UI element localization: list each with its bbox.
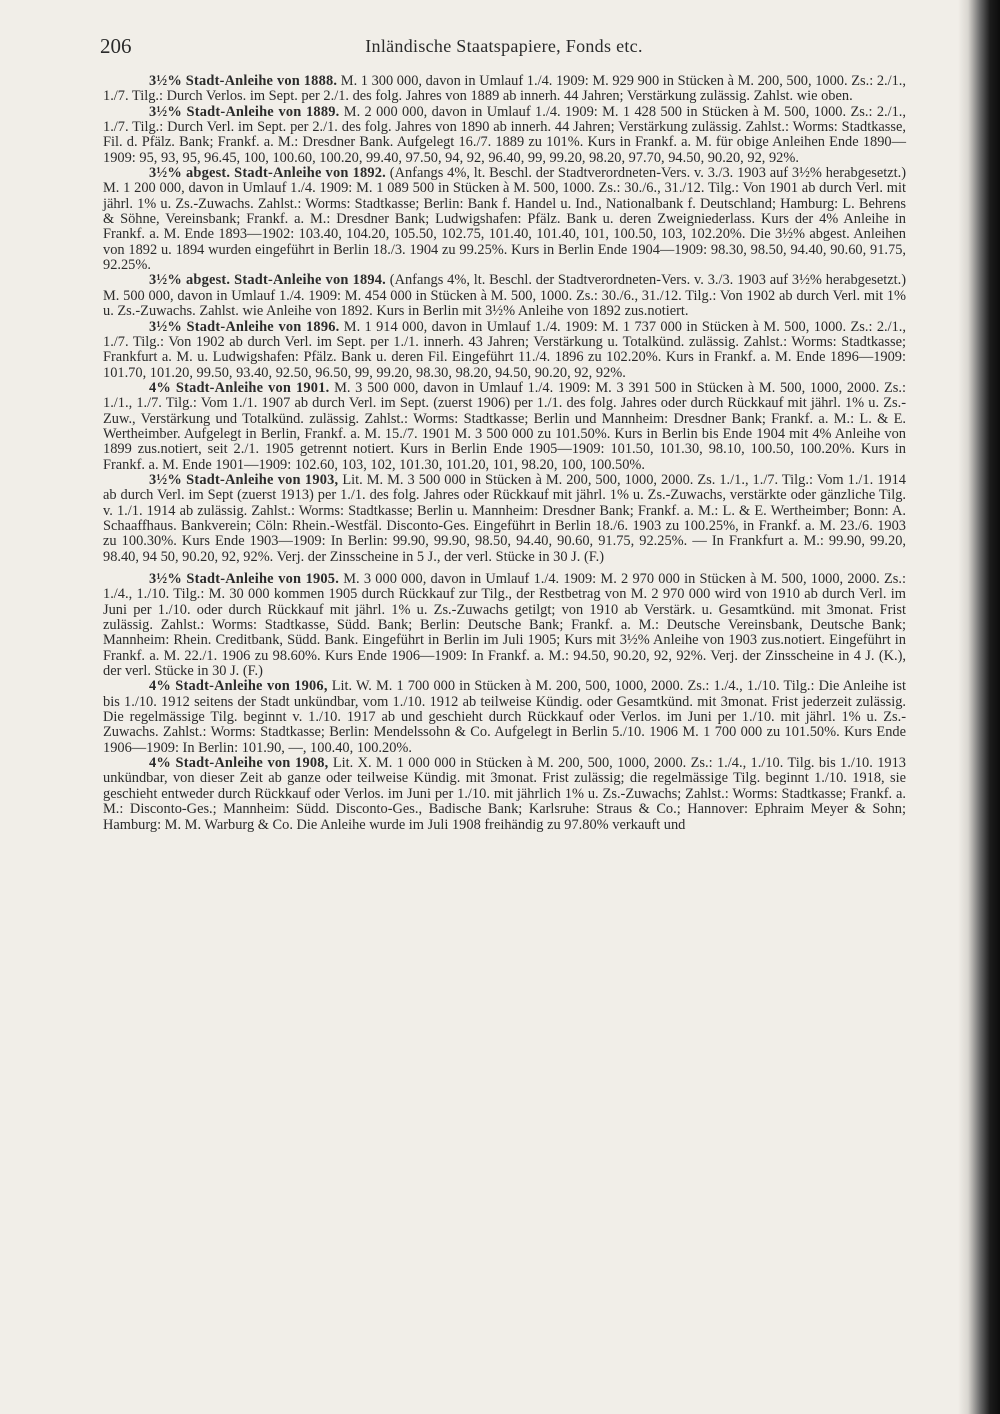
entry-anleihe-1901 xyxy=(103,381,906,473)
entry-heading: 3½% Stadt-Anleihe von 1905. xyxy=(149,571,340,587)
entry-text: Lit. M. M. 3 500 000 in Stücken à M. 200, 500, 1000, 2000. Zs. 1./1., 1./7. Tilg.: Vom 1./1. 1914 ab durch Verl. im Sept (zuerst 1913) per 1./1. des folg. Jahres oder Rückkauf mit jährl. 1% u. Zs.-Zuwachs, verstärkte oder gänzliche Tilg. v. 1./1. 1914 ab zulässig. Zahlst.: Worms: Stadtkasse; Berlin u. Mannheim: Dresdner Bank; Frankf. a. M.: L. & E. Wertheimber; Bonn: A. Schaaffhaus. Bankverein; Cöln: Rhein.-Westfäl. Disconto-Ges. Eingeführt in Berlin 18./6. 1903 zu 100.25%, in Frankf. a. M. 23./6. 1903 zu 100.30%. Kurs Ende 1903—1909: In Berlin: 99.90, 99.90, 98.50, 94.40, 90.60, 91.75, 92.25%. — In Frankfurt a. M.: 99.90, 99.20, 98.40, 94 50, 90.20, 92, 92%. Verj. der Zinsscheine in 5 J., der verl. Stücke in 30 J. (F.) xyxy=(103,471,906,565)
entry-anleihe-1905 xyxy=(103,572,906,679)
entry-anleihe-1892 xyxy=(103,166,906,273)
entry-heading: 3½% Stadt-Anleihe von 1888. xyxy=(149,73,338,89)
page-header xyxy=(100,34,908,64)
entry-anleihe-1894 xyxy=(103,273,906,319)
entry-anleihe-1906 xyxy=(103,679,906,756)
entry-anleihe-1896 xyxy=(103,320,906,381)
entry-anleihe-1888 xyxy=(103,74,906,105)
entry-heading: 4% Stadt-Anleihe von 1906, xyxy=(149,678,328,695)
entry-heading: 3½% Stadt-Anleihe von 1903, xyxy=(149,471,339,488)
entry-heading: 3½% Stadt-Anleihe von 1896. xyxy=(149,318,340,335)
entry-text: M. 3 000 000, davon in Umlauf 1./4. 1909: M. 2 970 000 in Stücken à M. 500, 1000, 2000. Zs.: 1./4., 1./10. Tilg.: M. 30 000 kommen 1905 durch Rückkauf zur Tilg., der Restbetrag von M. 2 970 000 wird von 1910 ab durch Verl. im Juni per 1./10. oder durch Rückkauf mit jährl. 1% u. Zs.-Zuwachs getilgt; von 1910 ab Verstärk. u. Gesamtkünd. mit 3monat. Frist zulässig. Zahlst.: Worms: Stadtkasse, Südd. Bank; Berlin: Deutsche Bank; Frankf. a. M.: Deutsche Vereinsbank, Deutsche Bank; Mannheim: Rhein. Creditbank, Südd. Bank. Eingeführt in Berlin im Juli 1905; Kurs mit 3½% Anleihe von 1903 zus.notiert. Eingeführt in Frankf. a. M. 22./1. 1906 zu 98.60%. Kurs Ende 1906—1909: In Frankf. a. M.: 94.50, 90.20, 92, 92%. Verj. der Zinsscheine in 4 J. (K.), der verl. Stücke in 30 J. (F.) xyxy=(103,571,906,680)
entry-text: (Anfangs 4%, lt. Beschl. der Stadtverordneten-Vers. v. 3./3. 1903 auf 3½% herabgesetzt.) M. 500 000, davon in Umlauf 1./4. 1909: M. 454 000 in Stücken à M. 500, 1000. Zs.: 30./6., 31./12. Tilg.: Von 1902 ab durch Verl. mit 1% u. Zs.-Zuwachs. Zahlst. wie Anleihe von 1892. Kurs in Berlin mit 3½% Anleihe von 1892 zus.notiert. xyxy=(103,272,906,320)
entry-anleihe-1889 xyxy=(103,105,906,166)
entry-heading: 4% Stadt-Anleihe von 1901. xyxy=(149,379,330,396)
running-title: Inländische Staatspapiere, Fonds etc. xyxy=(365,36,643,56)
entry-heading: 3½% abgest. Stadt-Anleihe von 1892. xyxy=(149,165,386,182)
entry-anleihe-1908 xyxy=(103,756,906,833)
entry-text: M. 2 000 000, davon in Umlauf 1./4. 1909: M. 1 428 500 in Stücken à M. 500, 1000. Zs.: 2./1., 1./7. Tilg.: Durch Verl. im Sept. per 2./1. des folg. Jahres von 1890 ab innerh. 44 Jahren; Verstärkung zulässig. Zahlst.: Worms: Stadtkasse, Fil. d. Pfälz. Bank; Frankf. a. M.: Dresdner Bank. Aufgelegt 16./7. 1889 zu 101%. Kurs in Frankf. a. M. für obige Anleihen Ende 1890—1909: 95, 93, 95, 96.45, 100, 100.60, 100.20, 99.40, 97.50, 94, 92, 96.40, 99, 99.20, 98.20, 97.70, 94.50, 90.20, 92, 92%. xyxy=(103,103,906,166)
entry-text: M. 1 914 000, davon in Umlauf 1./4. 1909: M. 1 737 000 in Stücken à M. 500, 1000. Zs.: 2./1., 1./7. Tilg.: Von 1902 ab durch Verl. im Sept. per 1./1. innerh. 43 Jahren; Verstärkung u. Totalkünd. zulässig. Zahlst.: Worms: Stadtkasse; Frankfurt a. M. u. Ludwigshafen: Pfälz. Bank u. deren Fil. Eingeführt 11./4. 1896 zu 102.20%. Kurs in Frankf. a. M. Ende 1896—1909: 101.70, 101.20, 99.50, 93.40, 92.50, 96.50, 99, 99.20, 98.30, 98.20, 94.50, 90.20, 92, 92%. xyxy=(103,318,906,381)
entry-text: M. 3 500 000, davon in Umlauf 1./4. 1909: M. 3 391 500 in Stücken à M. 500, 1000, 2000. Zs.: 1./1., 1./7. Tilg.: Vom 1./1. 1907 ab durch Verl. im Sept. (zuerst 1906) per 1./1. des folg. Jahres oder durch Rückkauf mit jährl. 1% u. Zs.-Zuw., Verstärkung und Totalkünd. zulässig. Zahlst.: Worms: Stadtkasse; Berlin und Mannheim: Dresdner Bank; Frankf. a. M.: L. & E. Wertheimber. Aufgelegt in Berlin, Frankf. a. M. 15./7. 1901 M. 3 500 000 zu 101.50%. Kurs in Berlin bis Ende 1904 mit 4% Anleihe von 1899 zus.notiert, seit 2./1. 1905 getrennt notiert. Kurs in Berlin Ende 1905—1909: 101.50, 101.30, 98.10, 100.50, 100.20%. Kurs in Frankf. a. M. Ende 1901—1909: 102.60, 103, 102, 101.30, 101.20, 101, 98.20, 100, 100.50%. xyxy=(103,379,906,473)
page-binding-edge xyxy=(958,0,1000,1414)
page-body xyxy=(103,74,906,833)
entry-text: M. 1 300 000, davon in Umlauf 1./4. 1909: M. 929 900 in Stücken à M. 200, 500, 1000. Zs.: 2./1., 1./7. Tilg.: Durch Verlos. im Sept. per 2./1. des folg. Jahres von 1889 ab innerh. 44 Jahren; Verstärkung zulässig. Zahlst. wie oben. xyxy=(103,73,906,105)
entry-heading: 4% Stadt-Anleihe von 1908, xyxy=(149,755,329,772)
entry-heading: 3½% Stadt-Anleihe von 1889. xyxy=(149,103,340,120)
entry-text: (Anfangs 4%, lt. Beschl. der Stadtverordneten-Vers. v. 3./3. 1903 auf 3½% herabgesetzt.) M. 1 200 000, davon in Umlauf 1./4. 1909: M. 1 089 500 in Stücken à M. 500, 1000. Zs.: 30./6., 31./12. Tilg.: Von 1901 ab durch Verl. mit jährl. 1% u. Zs.-Zuwachs. Zahlst.: Worms: Stadtkasse; Berlin: Bank f. Handel u. Ind., Nationalbank f. Deutschland; Hamburg: L. Behrens & Söhne, Vereinsbank; Frankf. a. M.: Dresdner Bank; Ludwigshafen: Pfälz. Bank u. deren Zweigniederlass. Kurs der 4% Anleihe in Frankf. a. M. Ende 1893—1902: 103.40, 104.20, 105.50, 102.75, 101.40, 101.40, 101, 100.50, 103, 102.20%. Die 3½% abgest. Anleihen von 1892 u. 1894 wurden eingeführt in Berlin 18./3. 1904 zu 99.25%. Kurs in Berlin Ende 1904—1909: 98.30, 98.50, 94.40, 90.60, 91.75, 92.25%. xyxy=(103,165,906,274)
page-number: 206 xyxy=(100,34,132,58)
entry-text: Lit. X. M. 1 000 000 in Stücken à M. 200, 500, 1000, 2000. Zs.: 1./4., 1./10. Tilg. bis 1./10. 1913 unkündbar, von dieser Zeit ab ganze oder teilweise Kündig. mit 3monat. Frist zulässig; die regelmässige Tilg. beginnt 1./10. 1918, sie geschieht entweder durch Rückkauf oder Verlos. im Juni per 1./10. mit jährlich 1% u. Zs.-Zuwachs; Zahlst.: Worms: Stadtkasse; Frankf. a. M.: Disconto-Ges.; Mannheim: Südd. Disconto-Ges., Badische Bank; Karlsruhe: Straus & Co.; Hannover: Ephraim Meyer & Sohn; Hamburg: M. M. Warburg & Co. Die Anleihe wurde im Juli 1908 freihändig zu 97.80% verkauft und xyxy=(103,755,906,833)
entry-text: Lit. W. M. 1 700 000 in Stücken à M. 200, 500, 1000, 2000. Zs.: 1./4., 1./10. Tilg.: Die Anleihe ist bis 1./10. 1912 seitens der Stadt unkündbar, vom 1./10. 1912 ab teilweise Kündig. oder Gesamtkünd. mit 3monat. Frist jederzeit zulässig. Die regelmässige Tilg. beginnt v. 1./10. 1917 ab und geschieht durch Rückkauf oder Verlos. im Juni per 1./10. mit jährl. 1% u. Zs.-Zuwachs. Zahlst.: Worms: Stadtkasse; Berlin: Mendelssohn & Co. Aufgelegt in Berlin 5./10. 1906 M. 1 700 000 zu 101.50%. Kurs Ende 1906—1909: In Berlin: 101.90, —, 100.40, 100.20%. xyxy=(103,678,906,756)
entry-anleihe-1903 xyxy=(103,473,906,565)
entry-heading: 3½% abgest. Stadt-Anleihe von 1894. xyxy=(149,272,386,289)
